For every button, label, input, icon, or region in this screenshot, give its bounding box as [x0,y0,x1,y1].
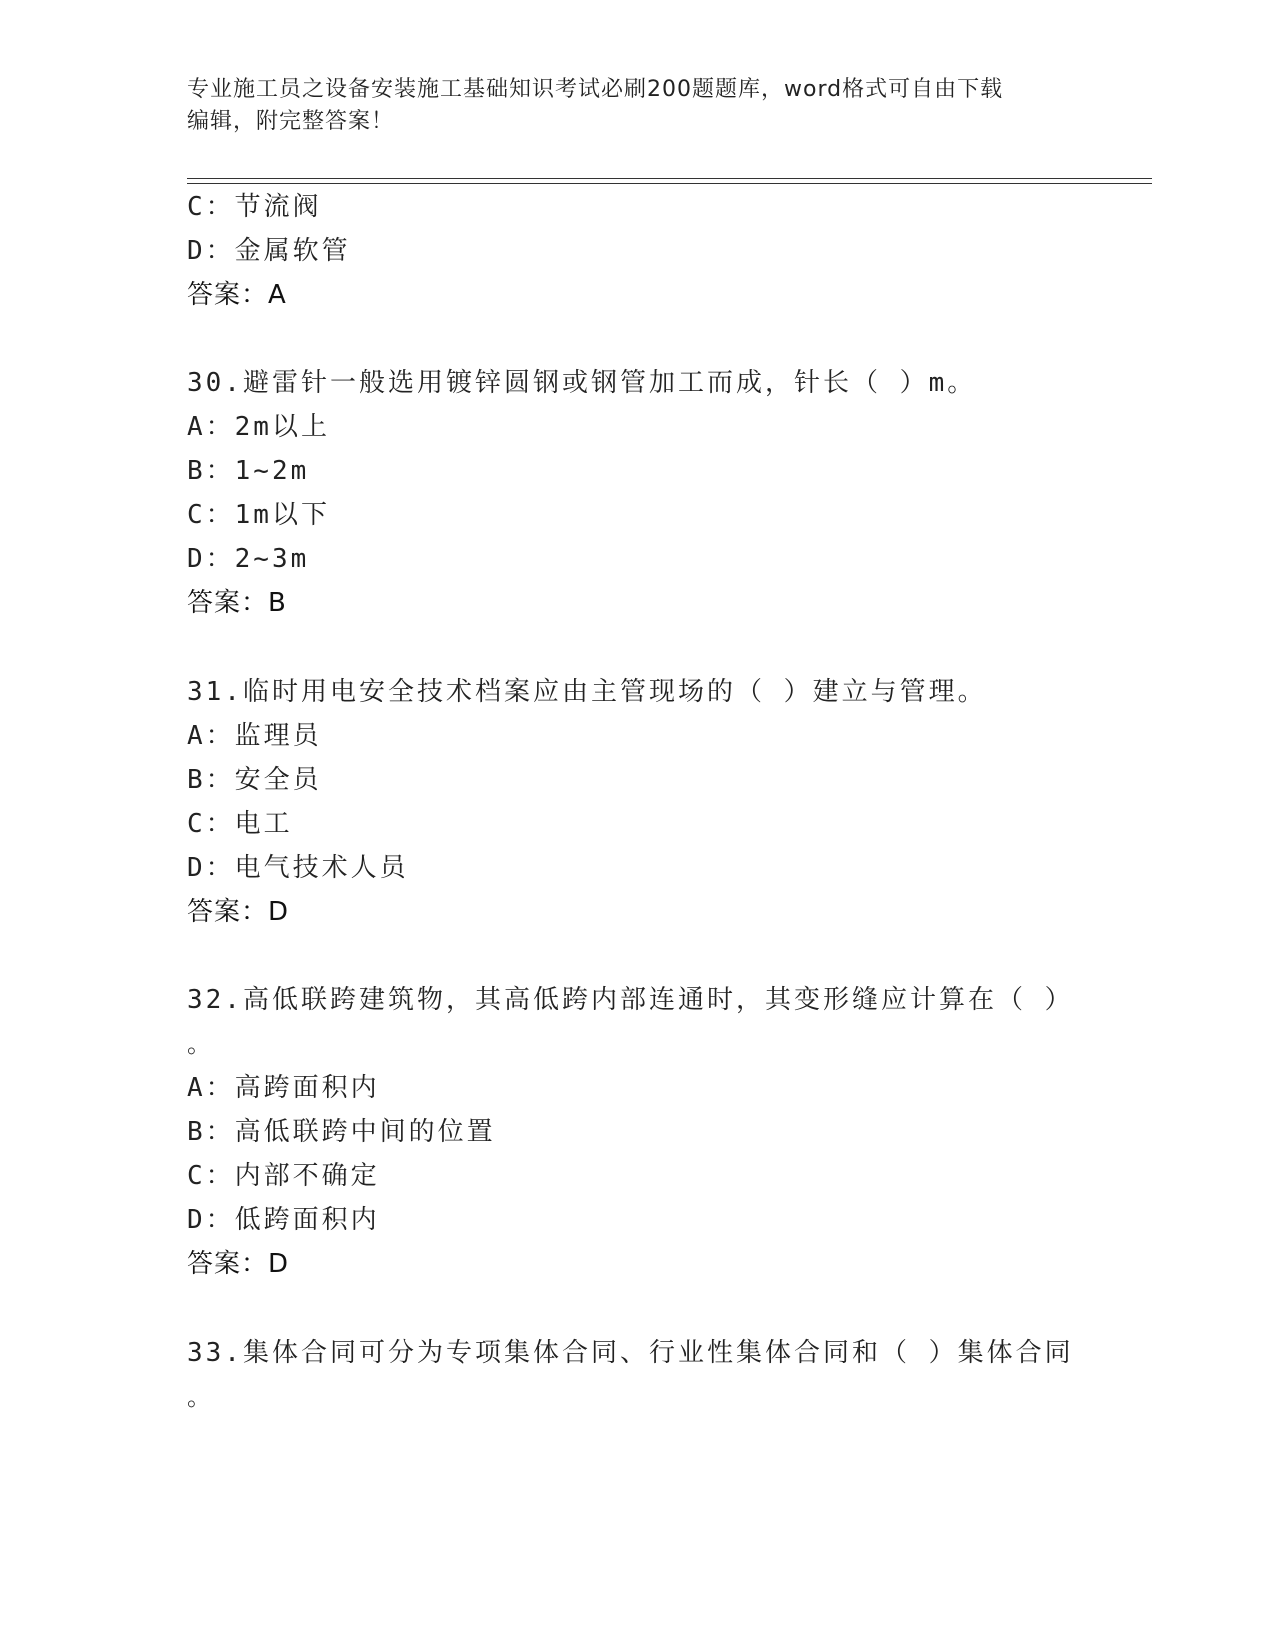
question-33-stem: 33.集体合同可分为专项集体合同、行业性集体合同和（ ）集体合同 [187,1338,1074,1368]
header-title-line-2: 编辑，附完整答案！ [187,109,395,134]
question-32-stem: 32.高低联跨建筑物，其高低跨内部连通时，其变形缝应计算在（ ） [187,985,1074,1015]
question-30-option-b: B：1~2m [187,456,310,486]
question-31-answer: 答案：D [187,897,290,927]
question-30-answer: 答案：B [187,588,287,618]
question-30-stem: 30.避雷针一般选用镀锌圆钢或钢管加工而成，针长（ ）m。 [187,368,977,398]
question-31-stem: 31.临时用电安全技术档案应由主管现场的（ ）建立与管理。 [187,677,987,707]
question-32-stem-continuation: 。 [187,1030,214,1058]
question-32-option-b: B：高低联跨中间的位置 [187,1117,496,1147]
question-32-answer: 答案：D [187,1249,290,1279]
question-33-stem-continuation: 。 [187,1383,214,1411]
question-30-option-a: A：2m以上 [187,412,330,442]
question-32-option-a: A：高跨面积内 [187,1073,380,1103]
question-31-option-c: C：电工 [187,809,293,839]
question-32-option-d: D：低跨面积内 [187,1205,380,1235]
question-30-option-d: D：2~3m [187,544,310,574]
question-32-option-c: C：内部不确定 [187,1161,380,1191]
document-header [187,74,1087,138]
question-31-option-a: A：监理员 [187,721,322,751]
fragment-option-c: C：节流阀 [187,192,322,222]
question-30-option-c: C：1m以下 [187,500,330,530]
question-31-option-b: B：安全员 [187,765,322,795]
header-title-line-1: 专业施工员之设备安装施工基础知识考试必刷200题题库，word格式可自由下载 [187,77,1004,102]
fragment-answer: 答案：A [187,280,287,310]
question-31-option-d: D：电气技术人员 [187,853,409,883]
fragment-option-d: D：金属软管 [187,236,351,266]
header-divider-top [187,178,1152,179]
header-divider-bottom [187,183,1152,184]
